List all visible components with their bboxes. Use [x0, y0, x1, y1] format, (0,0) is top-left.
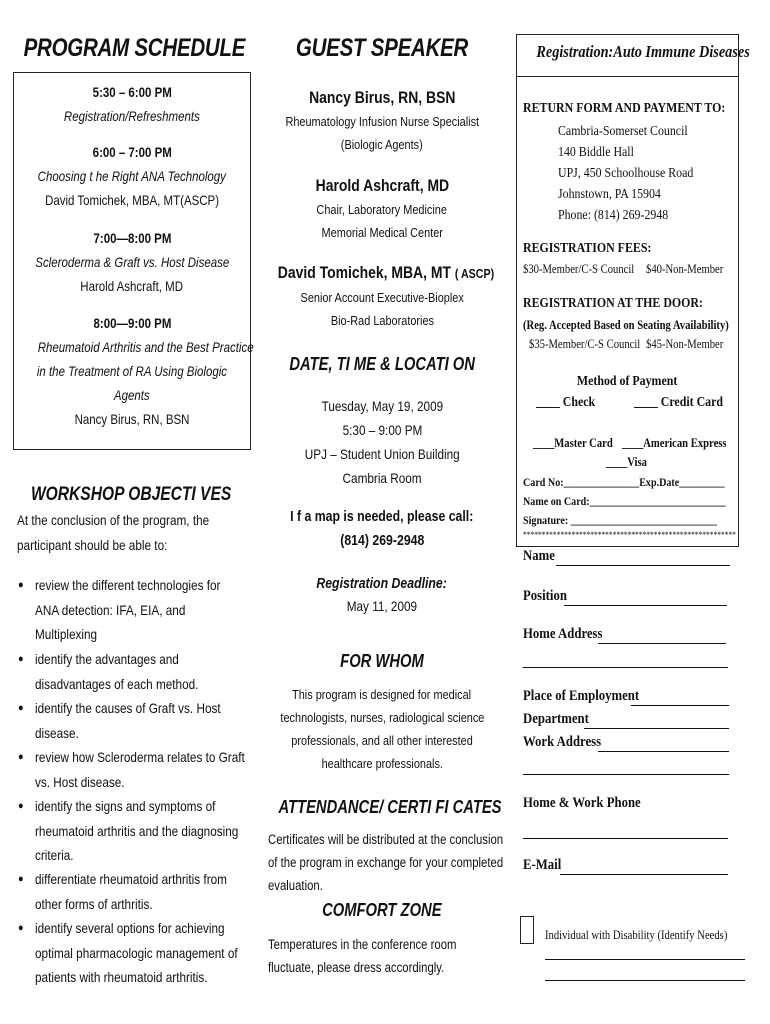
schedule-time-1: 5:30 – 6:00 PM	[92, 84, 172, 100]
door-note: (Reg. Accepted Based on Seating Availability)	[523, 318, 729, 332]
schedule-title-2: Choosing t he Right ANA Technology	[37, 168, 227, 184]
schedule-title-4c: Agents	[114, 387, 150, 403]
speaker-2: Harold Ashcraft, MD Chair, Laboratory Medicine Memorial Medical Center	[315, 176, 449, 240]
attendance-heading: ATTENDANCE/ CERTI FI CATES	[278, 797, 502, 817]
amex-option[interactable]: ____American Express	[622, 436, 727, 450]
objective-6: ● differentiate rheumatoid arthritis from other forms of arthritis.	[18, 871, 227, 912]
schedule-title-1: Registration/Refreshments	[64, 108, 200, 124]
schedule-time-2: 6:00 – 7:00 PM	[92, 144, 172, 160]
fees-heading: REGISTRATION FEES:	[523, 241, 652, 256]
date-location-heading: DATE, TI ME & LOCATI ON	[289, 354, 475, 374]
home-address-line-2	[523, 667, 728, 668]
card-number-field[interactable]: Card No:_______________Exp.Date_________	[523, 475, 725, 489]
home-address-field[interactable]: Home Address	[523, 626, 603, 642]
objective-7: ● identify several options for achieving optimal pharmacologic management of patients with rheumatoid arthritis.	[18, 920, 238, 985]
disability-checkbox[interactable]	[520, 916, 534, 944]
registration-title: Registration:Auto Immune Diseases	[536, 42, 750, 61]
map-call-info: I f a map is needed, please call: (814) 269-2948	[290, 508, 474, 549]
door-heading: REGISTRATION AT THE DOOR:	[523, 296, 703, 311]
fee-member: $30-Member/C-S Council	[523, 262, 635, 276]
registration-deadline: Registration Deadline: May 11, 2009	[316, 575, 448, 614]
attendance-text: Certificates will be distributed at the conclusion of the program in exchange for your completed evaluation.	[268, 832, 504, 893]
mastercard-option[interactable]: ____Master Card	[533, 436, 613, 450]
department-line	[584, 728, 729, 729]
disability-line-2	[545, 980, 745, 981]
workshop-heading: WORKSHOP OBJECTI VES	[30, 484, 232, 505]
return-address: Cambria-Somerset Council 140 Biddle Hall UPJ, 450 Schoolhouse Road Johnstown, PA 15904 Phone: (814) 269-2948	[558, 123, 694, 222]
disability-label: Individual with Disability (Identify Needs)	[545, 928, 728, 942]
phone-line	[523, 838, 728, 839]
objective-4: ● review how Scleroderma relates to Graft vs. Host disease.	[18, 749, 245, 790]
name-field[interactable]: Name	[523, 548, 555, 564]
payment-credit-card-option[interactable]: ____ Credit Card	[634, 395, 724, 410]
payment-check-option[interactable]: ____ Check	[536, 395, 596, 410]
name-line	[556, 565, 730, 566]
comfort-text: Temperatures in the conference room fluctuate, please dress accordingly.	[268, 937, 457, 975]
fee-nonmember: $40-Non-Member	[646, 262, 724, 276]
visa-option[interactable]: ____Visa	[606, 455, 647, 469]
date-location-details: Tuesday, May 19, 2009 5:30 – 9:00 PM UPJ – Student Union Building Cambria Room	[304, 398, 460, 486]
payment-heading: Method of Payment	[577, 374, 678, 389]
program-schedule-heading: PROGRAM SCHEDULE	[23, 34, 246, 62]
schedule-title-3: Scleroderma & Graft vs. Host Disease	[35, 254, 230, 270]
position-field[interactable]: Position	[523, 588, 567, 604]
door-member: $35-Member/C-S Council	[529, 337, 641, 351]
guest-speaker-heading: GUEST SPEAKER	[295, 34, 469, 62]
email-line	[560, 874, 728, 875]
speaker-1: Nancy Birus, RN, BSN Rheumatology Infusion Nurse Specialist (Biologic Agents)	[285, 88, 479, 152]
email-field[interactable]: E-Mail	[523, 857, 562, 873]
place-line	[631, 705, 729, 706]
speaker-3: David Tomichek, MBA, MT ( ASCP) Senior Account Executive-Bioplex Bio-Rad Laboratories	[277, 263, 495, 328]
objective-5: ● identify the signs and symptoms of rheumatoid arthritis and the diagnosing criteria.	[18, 798, 239, 863]
work-address-line-2	[523, 774, 729, 775]
comfort-heading: COMFORT ZONE	[322, 900, 442, 920]
schedule-time-3: 7:00—8:00 PM	[93, 230, 171, 246]
home-address-line	[598, 643, 726, 644]
program-schedule-box	[13, 72, 254, 450]
position-line	[564, 605, 727, 606]
schedule-speaker-2: David Tomichek, MBA, MT(ASCP)	[45, 192, 219, 208]
objective-2: ● identify the advantages and disadvantages of each method.	[18, 651, 199, 692]
for-whom-text: This program is designed for medical technologists, nurses, radiological science professionals, and all other interested healthcare professionals.	[280, 687, 484, 771]
signature-field[interactable]: Signature: _____________________________	[523, 513, 717, 527]
schedule-time-4: 8:00—9:00 PM	[93, 315, 171, 331]
name-on-card-field[interactable]: Name on Card:___________________________	[523, 494, 726, 508]
phone-field[interactable]: Home & Work Phone	[523, 795, 641, 811]
schedule-speaker-3: Harold Ashcraft, MD	[80, 278, 184, 294]
return-heading: RETURN FORM AND PAYMENT TO:	[523, 101, 726, 116]
workshop-intro: At the conclusion of the program, the participant should be able to:	[17, 512, 210, 553]
department-field[interactable]: Department	[523, 711, 589, 727]
schedule-speaker-4: Nancy Birus, RN, BSN	[74, 411, 190, 427]
registration-title-rule	[516, 76, 739, 77]
disability-line-1	[545, 959, 745, 960]
separator-stars: *********************************************************	[523, 530, 736, 540]
schedule-title-4b: in the Treatment of RA Using Biologic	[36, 363, 228, 379]
door-nonmember: $45-Non-Member	[646, 337, 724, 351]
work-address-field[interactable]: Work Address	[523, 734, 602, 750]
objective-1: ● review the different technologies for ANA detection: IFA, EIA, and Multiplexing	[18, 577, 221, 642]
objective-3: ● identify the causes of Graft vs. Host disease.	[18, 700, 221, 741]
place-of-employment-field[interactable]: Place of Employment	[523, 688, 640, 704]
work-address-line	[598, 751, 729, 752]
schedule-title-4a: Rheumatoid Arthritis and the Best Practice	[37, 339, 254, 355]
for-whom-heading: FOR WHOM	[340, 651, 424, 671]
